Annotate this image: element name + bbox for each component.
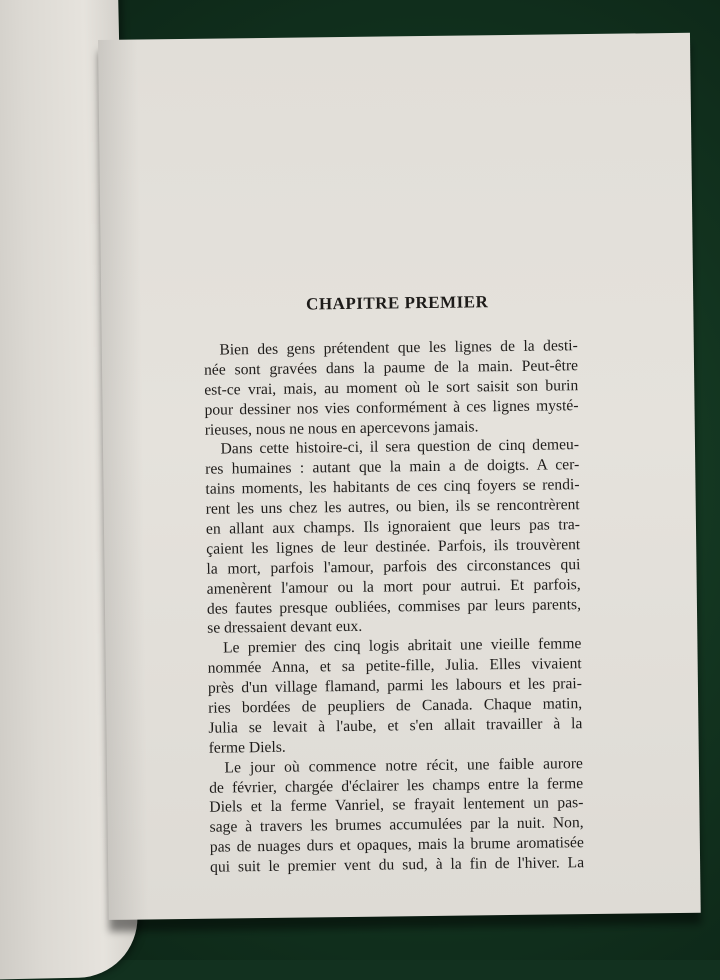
book-page [98, 33, 701, 920]
text-line: Julia se levait à l'aube, et s'en allait travailler à la [208, 715, 583, 737]
text-line: née sont gravées dans la paume de la main. Peut-être [203, 357, 579, 379]
text-line: sage à travers les brumes accumulées par la nuit. Non, [209, 814, 584, 837]
text-line: qui suit le premier vent du sud, à la fin de l'hiver. La [210, 854, 585, 876]
text-line: de février, chargée d'éclairer les champs entre la ferme [209, 774, 584, 797]
text-line: ries bordées de peupliers de Canada. Chaque matin, [208, 695, 583, 717]
text-line: Dans cette histoire-ci, il sera question de cinq demeu- [220, 436, 580, 458]
text-line: Diels et la ferme Vanriel, se frayait lentement un pas- [209, 794, 584, 817]
text-line: Le premier des cinq logis abritait une vieille femme [222, 635, 582, 657]
text-line: la mort, parfois l'amour, parfois des circonstances qui [206, 555, 581, 578]
text-line: amenèrent l'amour ou la mort pour autrui. Et parfois, [206, 575, 581, 598]
text-line: res humaines : autant que la main a de doigts. A cer- [205, 456, 580, 479]
text-line: rieuses, nous ne nous en apercevons jamais. [204, 417, 479, 439]
text-line: Le jour où commence notre récit, une faible aurore [224, 754, 583, 777]
text-line: pas de nuages durs et opaques, mais la brume aromatisée [209, 834, 584, 856]
text-line: des fautes presque oubliées, commises par leurs parents, [206, 595, 582, 618]
text-line: près d'un village flamand, parmi les labours et les prai- [207, 675, 583, 697]
text-line: en allant aux champs. Ils ignoraient que leurs pas tra- [205, 516, 581, 538]
text-line: Bien des gens prétendent que les lignes de la desti- [219, 337, 578, 359]
text-line: rent les uns chez les autres, ou bien, ils se rencontrèrent [205, 496, 580, 518]
text-line: se dressaient devant eux. [207, 618, 363, 638]
chapter-title: CHAPITRE PREMIER [305, 292, 489, 314]
text-line: tains moments, les habitants de ces cinq foyers se rendi- [205, 476, 580, 498]
text-line: est-ce vrai, mais, au moment où le sort saisit son burin [204, 376, 579, 399]
text-line: çaient les lignes de leur destinée. Parfois, ils trouvèrent [206, 536, 581, 558]
text-line: ferme Diels. [208, 738, 286, 757]
text-line: nommée Anna, et sa petite-fille, Julia. Elles vivaient [207, 655, 582, 677]
chapter-body-text [204, 336, 585, 878]
text-line: pour dessiner nos vies conformément à ces lignes mysté- [204, 396, 579, 419]
